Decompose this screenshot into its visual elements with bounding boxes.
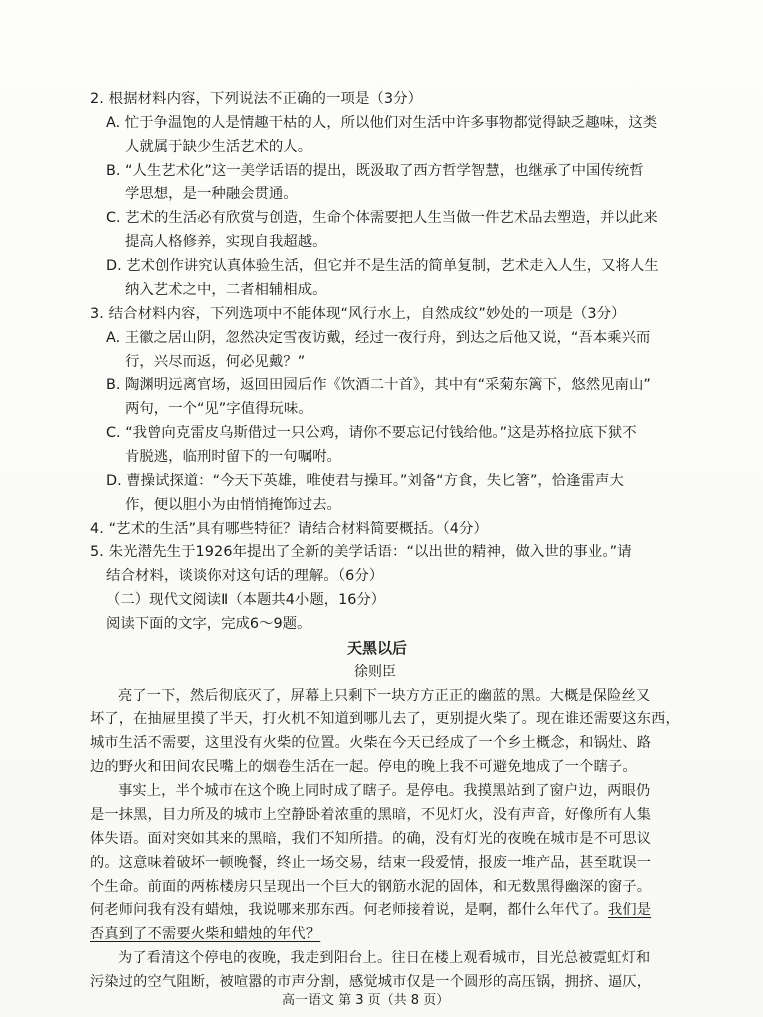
paragraph-2-line6	[90, 903, 651, 917]
q2-option-b-line1: B. “人生艺术化”这一美学话语的提出，既汲取了西方哲学智慧，也继承了中国传统哲	[106, 163, 644, 179]
q3-option-b-line1: B. 陶渊明远离官场，返回田园后作《饮酒二十首》，其中有“采菊东篱下，悠然见南山”	[106, 377, 651, 393]
story-author: 徐则臣	[354, 664, 396, 680]
q3-option-a-line1: A. 王徽之居山阴，忽然决定雪夜访戴，经过一夜行舟，到达之后他又说，“吾本乘兴而	[106, 330, 651, 346]
question-4: 4. “艺术的生活”具有哪些特征？请结合材料简要概括。（4分）	[90, 521, 489, 537]
q2-option-c-line1: C. 艺术的生活必有欣赏与创造，生命个体需要把人生当做一件艺术品去塑造，并以此来	[106, 210, 658, 226]
q3-option-c-line2: 肯脱逃，临刑时留下的一句嘱咐。	[125, 449, 341, 465]
page-footer: 高一语文 第 3 页（共 8 页）	[282, 993, 450, 1008]
q2-option-a-line2: 人就属于缺少生活艺术的人。	[125, 139, 313, 155]
section-heading: （二）现代文阅读Ⅱ（本题共4小题，16分）	[106, 592, 386, 608]
q3-option-d-line1: D. 曹操试探道：“今天下英雄，唯使君与操耳。”刘备“方食，失匕箸”，恰逢雷声大	[106, 473, 624, 489]
paragraph-2-line2: 是一抹黑，目力所及的城市上空静卧着浓重的黑暗，不见灯火，没有声音，好像所有人集	[90, 807, 652, 823]
paragraph-2-line1: 事实上，半个城市在这个晚上同时成了瞎子。是停电。我摸黑站到了窗户边，两眼仍	[118, 783, 651, 799]
question-5-line1: 5. 朱光潜先生于1926年提出了全新的美学话语：“以出世的精神，做入世的事业。”请	[90, 544, 632, 560]
q2-option-a-line1: A. 忙于争温饱的人是情趣干枯的人，所以他们对生活中许多事物都觉得缺乏趣味，这类	[106, 115, 658, 131]
q2-option-c-line2: 提高人格修养，实现自我超越。	[125, 234, 327, 250]
paragraph-1-line2: 坏了，在抽屉里摸了半天，打火机不知道到哪儿去了，更别提火柴了。现在谁还需要这东西，	[90, 711, 680, 727]
underlined-question-part1: 我们是	[607, 902, 652, 918]
paragraph-1-line3: 城市生活不需要，这里没有火柴的位置。火柴在今天已经成了一个乡土概念，和锅灶、路	[90, 735, 652, 751]
q3-option-a-line2: 行，兴尽而返，何必见戴？”	[125, 354, 306, 370]
q3-option-b-line2: 两句，一个“见”字值得玩味。	[125, 401, 313, 417]
paragraph-2-line3: 体失语。面对突如其来的黑暗，我们不知所措。的确，没有灯光的夜晚在城市是不可思议	[90, 831, 652, 847]
paragraph-2-line5: 个生命。前面的两栋楼房只呈现出一个巨大的钢筋水泥的固体，和无数黑得幽深的窗子。	[90, 879, 652, 895]
q2-option-d-line1: D. 艺术创作讲究认真体验生活，但它并不是生活的简单复制，艺术走入人生，又将人生	[106, 258, 659, 274]
paragraph-1-line4: 边的野火和田间农民嘴上的烟卷生活在一起。停电的晚上我不可避免地成了一个瞎子。	[90, 759, 637, 775]
q3-option-d-line2: 作，便以胆小为由悄悄掩饰过去。	[125, 497, 341, 513]
question-3-stem: 3. 结合材料内容，下列选项中不能体现“风行水上，自然成纹”妙处的一项是（3分）	[90, 306, 626, 322]
question-2-stem: 2. 根据材料内容，下列说法不正确的一项是（3分）	[90, 91, 423, 107]
q3-option-c-line1: C. “我曾向克雷皮乌斯借过一只公鸡，请你不要忘记付钱给他。”这是苏格拉底下狱不	[106, 425, 637, 441]
reading-instruction: 阅读下面的文字，完成6～9题。	[106, 616, 312, 632]
paragraph-2-line6-text: 何老师问我有没有蜡烛，我说哪来那东西。何老师接着说，是啊，都什么年代了。	[90, 902, 608, 918]
story-title: 天黑以后	[347, 639, 408, 657]
paragraph-1-line1: 亮了一下，然后彻底灭了，屏幕上只剩下一块方方正正的幽蓝的黑。大概是保险丝又	[118, 688, 651, 704]
paragraph-3-line2: 污染过的空气阻断，被喧嚣的市声分割，感觉城市仅是一个圆形的高压锅，拥挤、逼仄，	[90, 974, 652, 990]
paragraph-2-line4: 的。这意味着破坏一顿晚餐，终止一场交易，结束一段爱情，报废一堆产品，甚至耽误一	[90, 855, 652, 871]
paragraph-3-line1: 为了看清这个停电的夜晚，我走到阳台上。往日在楼上观看城市，目光总被霓虹灯和	[118, 950, 651, 966]
underlined-question-part2: 否真到了不需要火柴和蜡烛的年代？	[90, 926, 321, 942]
question-5-line2: 结合材料，谈谈你对这句话的理解。（6分）	[106, 568, 384, 584]
q2-option-d-line2: 纳入艺术之中，二者相辅相成。	[125, 282, 327, 298]
q2-option-b-line2: 学思想，是一种融会贯通。	[125, 186, 298, 202]
